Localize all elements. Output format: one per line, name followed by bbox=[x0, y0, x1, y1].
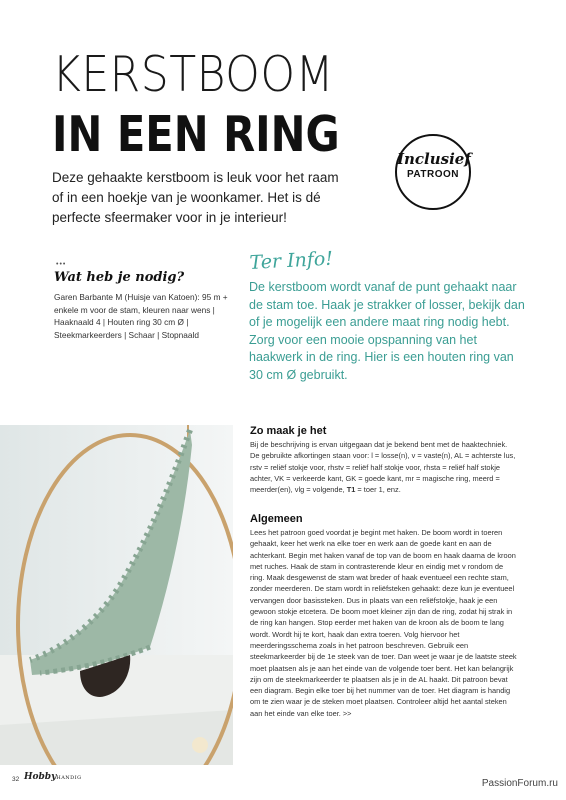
info-title: Ter Info! bbox=[249, 247, 334, 274]
title-line-1: KERSTBOOM bbox=[52, 46, 334, 103]
section-body-start: Bij de beschrijving is ervan uitgegaan dat je bekend bent met de haaktechniek. De gebruikte afkortingen staan voor: l = losse(n), v = vaste(n), AL = achterste lus, rstv = reliëf stokje voor, rhstv = reliëf half stokje voor, rhsta = reliëf half stokje achter, VK = verkeerde kant, GK = goede kant, mr = magische ring, meerd = meerder(en), vlg = volgende, bbox=[250, 440, 516, 495]
page-number: 32 bbox=[12, 776, 20, 783]
magazine-logo bbox=[24, 772, 82, 782]
general-body: Lees het patroon goed voordat je begint met haken. De boom wordt in toeren gehaakt, keer het werk na elke toer en werk aan de goede kant en aan de achterkant. Begin met haken vanaf de top van de boom en haak daarna de kroon met ruches. Haak de stam in contrasterende kleur en eindig met v rondom de ring. Maak desgewenst de stam wat breder of haak eventueel een rechte stam, zonder meerderen. De stam wordt in reliëfsteken gehaakt: deze kun je eventueel vervangen door basissteken. Dus in plaats van een reliëfstokje, haak je een gewoon stokje etcetera. De boom moet kleiner zijn dan de ring, zodat hij strak in de ring kan hangen. Stop eerder met haken van de kroon als de boom te lang wordt. Wordt hij te kort, haak dan extra toeren. Volg hiervoor het meerderingsschema zoals in het patroon beschreven. Gebruik een steekmarkeerder bij de 1e steek van de toer. Dan weet je waar je de laatste steek moet plaatsen als je aan het einde van de volgende toer bent. Het kan belangrijk zijn om de steekmarkeerder te plaatsen als je in de AL haakt. Dit patroon bevat een diagram. Begin elke toer bij het nummer van de toer. Het diagram is handig om te zien waar je de steken moet plaatsen. Controleer altijd het aantal steken aan het einde van elke toer. >> bbox=[250, 528, 517, 718]
tree-photo-illustration bbox=[0, 425, 233, 765]
materials-dots: ••• bbox=[56, 261, 67, 268]
materials-body: Garen Barbante M (Huisje van Katoen): 95 m + enkele m voor de stam, kleuren naar wens | Haaknaald 4 | Houten ring 30 cm Ø | Steekmarkeerders | Schaar | Stopnaald bbox=[54, 292, 228, 340]
badge-script-text: Inclusief bbox=[397, 150, 471, 168]
section-body bbox=[250, 439, 518, 495]
section-instructions bbox=[250, 425, 518, 495]
section-body-bold: T1 bbox=[346, 485, 356, 495]
logo-text: Hobby bbox=[24, 772, 57, 782]
title-line-2: IN EEN RING bbox=[52, 106, 340, 163]
watermark: PassionForum.ru bbox=[481, 778, 558, 789]
logo-sub-text: HANDIG bbox=[56, 775, 82, 781]
section-heading: Zo maak je het bbox=[250, 425, 327, 437]
tree-photo bbox=[0, 425, 233, 765]
badge-bold-text: PATROON bbox=[406, 169, 459, 180]
info-body: De kerstboom wordt vanaf de punt gehaakt naar de stam toe. Haak je strakker of losser, bekijk dan of je mogelijk een andere maat ring nodig hebt. Zorg voor een mooie opspanning van het haakwerk in de ring. Hier is een houten ring van 30 cm Ø gebruikt. bbox=[249, 280, 525, 382]
intro-text: Deze gehaakte kerstboom is leuk voor het raam of in een hoekje van je woonkamer. Het is dé perfecte sfeermaker voor in je interieur! bbox=[52, 170, 339, 225]
section-body-end: = toer 1, enz. bbox=[355, 485, 401, 495]
section-general bbox=[250, 513, 518, 719]
materials-title: Wat heb je nodig? bbox=[54, 270, 185, 285]
pattern-badge bbox=[395, 134, 471, 210]
general-heading: Algemeen bbox=[250, 513, 303, 525]
